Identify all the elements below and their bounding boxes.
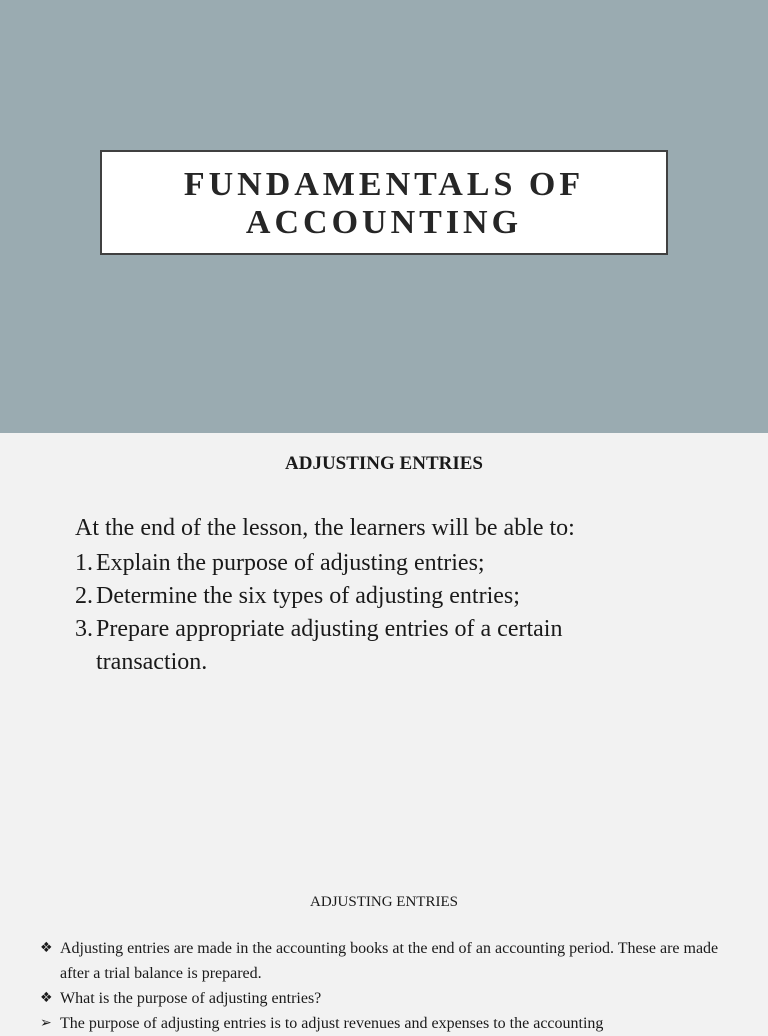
objectives-slide xyxy=(0,433,768,880)
title-line-1: FUNDAMENTALS OF xyxy=(183,165,585,203)
note-item xyxy=(40,936,740,986)
objective-number: 2. xyxy=(75,583,93,609)
objective-item xyxy=(75,613,616,679)
title-slide xyxy=(0,0,768,433)
objective-item xyxy=(75,547,616,580)
note-text: Adjusting entries are made in the accounting books at the end of an accounting period. These are made after a trial balance is prepared. xyxy=(60,940,719,982)
notes-slide xyxy=(0,880,768,1032)
objective-text: Explain the purpose of adjusting entries; xyxy=(96,550,485,576)
objectives-heading: ADJUSTING ENTRIES xyxy=(285,453,483,474)
title-line-2: ACCOUNTING xyxy=(245,203,523,241)
note-text: The purpose of adjusting entries is to adjust revenues and expenses to the accounting xyxy=(60,1015,604,1032)
notes-list xyxy=(40,936,740,1036)
note-item xyxy=(40,986,740,1011)
arrow-bullet-icon: ➢ xyxy=(40,1015,52,1031)
title-box xyxy=(100,150,668,255)
objective-text: Prepare appropriate adjusting entries of a certain transaction. xyxy=(96,616,563,675)
objective-number: 3. xyxy=(75,616,93,642)
objectives-intro: At the end of the lesson, the learners will be able to: xyxy=(75,515,575,541)
diamond-bullet-icon: ❖ xyxy=(40,940,53,956)
objective-text: Determine the six types of adjusting entries; xyxy=(96,583,520,609)
objective-item xyxy=(75,580,616,613)
objectives-list xyxy=(75,547,616,679)
note-text: What is the purpose of adjusting entries? xyxy=(60,990,322,1007)
notes-heading: ADJUSTING ENTRIES xyxy=(310,894,458,910)
slide-title xyxy=(184,164,584,242)
objective-number: 1. xyxy=(75,550,93,576)
diamond-bullet-icon: ❖ xyxy=(40,990,53,1006)
